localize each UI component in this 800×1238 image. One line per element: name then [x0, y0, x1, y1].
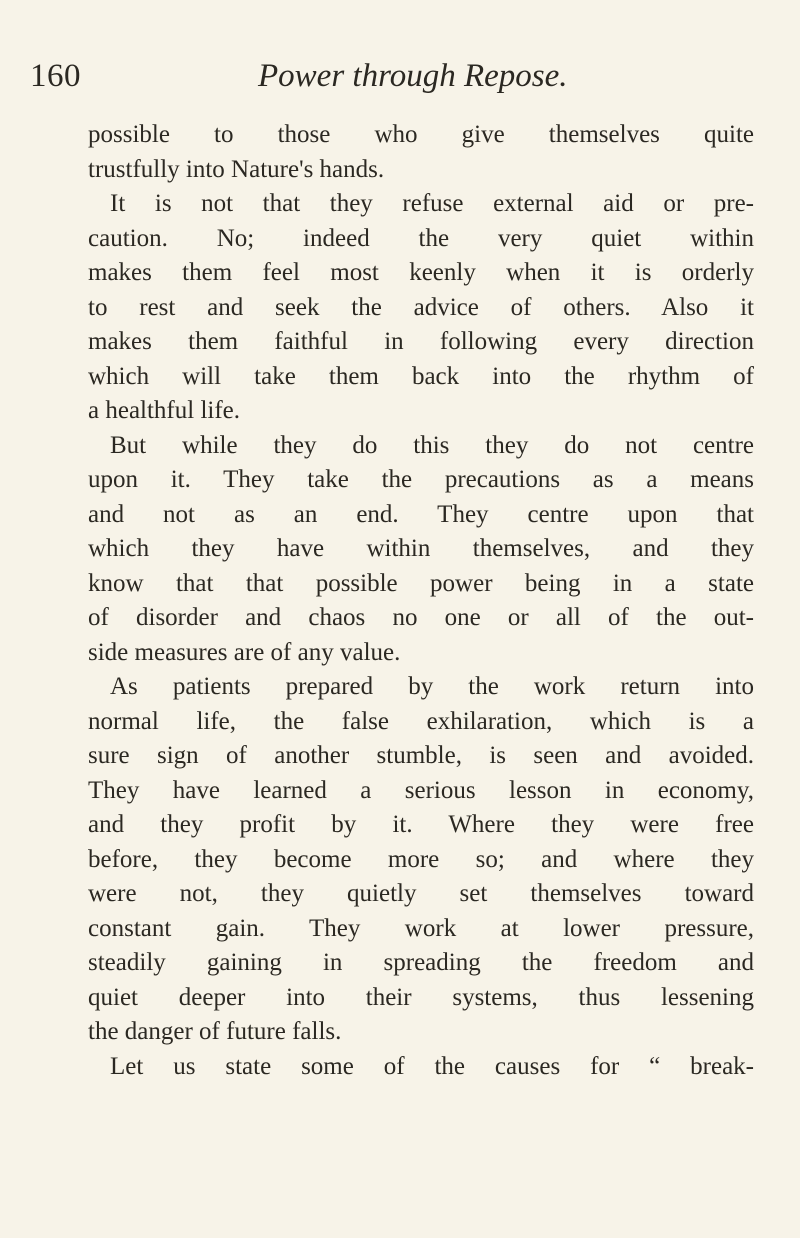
text-line: constant gain. They work at lower pressure,	[88, 914, 754, 942]
text-line: were not, they quietly set themselves toward	[88, 880, 754, 907]
text-line: side measures are of any value.	[88, 638, 401, 666]
body-text	[88, 118, 754, 1084]
text-line: It is not that they refuse external aid or pre-	[110, 190, 754, 217]
text-line: steadily gaining in spreading the freedom and	[88, 949, 754, 976]
text-line: quiet deeper into their systems, thus lessening	[88, 983, 754, 1011]
page-number: 160	[30, 58, 81, 94]
running-title: Power through Repose.	[258, 58, 568, 94]
text-line: makes them faithful in following every direction	[88, 328, 754, 355]
text-line: But while they do this they do not centre	[110, 431, 754, 459]
text-line: to rest and seek the advice of others. Also it	[88, 293, 754, 321]
text-line: They have learned a serious lesson in economy,	[88, 776, 754, 804]
text-line: which they have within themselves, and they	[88, 535, 754, 562]
text-line: know that that possible power being in a state	[88, 569, 754, 597]
text-line: caution. No; indeed the very quiet within	[88, 224, 754, 252]
text-line: and not as an end. They centre upon that	[88, 500, 754, 528]
running-head	[30, 56, 770, 96]
text-line: normal life, the false exhilaration, which is a	[88, 707, 754, 735]
text-line: which will take them back into the rhythm of	[88, 362, 754, 390]
text-line: As patients prepared by the work return into	[110, 673, 754, 700]
text-line: a healthful life.	[88, 397, 241, 424]
text-line: possible to those who give themselves quite	[88, 121, 754, 148]
text-line: upon it. They take the precautions as a means	[88, 466, 754, 493]
text-line: the danger of future falls.	[88, 1018, 342, 1045]
text-line: Let us state some of the causes for “ break-	[110, 1052, 754, 1080]
text-line: and they profit by it. Where they were free	[88, 811, 754, 838]
text-line: trustfully into Nature's hands.	[88, 155, 385, 183]
text-line: of disorder and chaos no one or all of the out-	[88, 604, 754, 631]
text-line: before, they become more so; and where they	[88, 845, 754, 873]
text-line: makes them feel most keenly when it is orderly	[88, 259, 754, 286]
text-line: sure sign of another stumble, is seen and avoided.	[88, 742, 754, 769]
